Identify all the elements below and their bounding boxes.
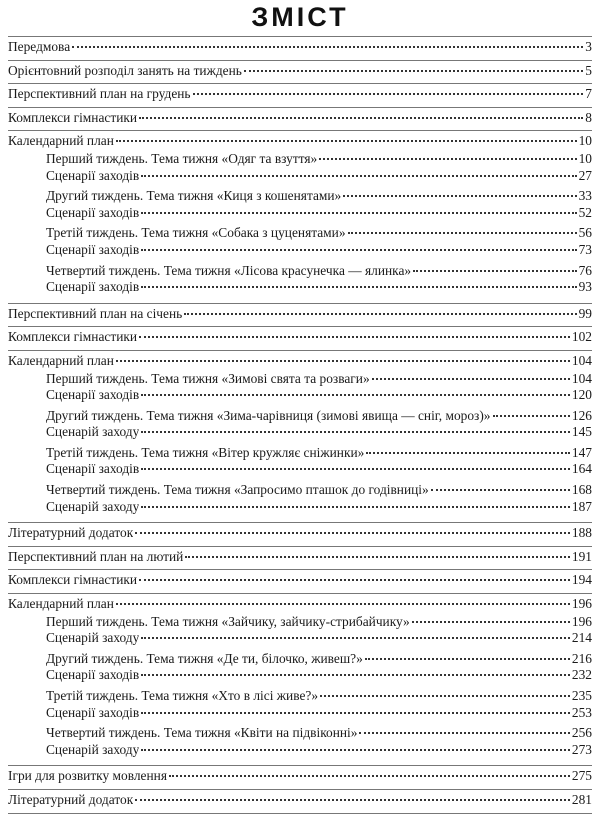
toc-entry[interactable]: [46, 242, 592, 259]
toc-entry-page: 10: [578, 150, 592, 166]
toc-section: [8, 60, 592, 84]
toc-entry-title: Літературний додаток: [8, 525, 134, 541]
toc-section: [8, 569, 592, 593]
toc-entry-title: Сценарії заходів: [46, 667, 140, 683]
toc-entry-page: 126: [571, 407, 592, 423]
dot-leader: [141, 174, 576, 177]
toc-entry-page: 120: [571, 387, 592, 403]
toc-entry[interactable]: [46, 630, 592, 647]
toc-entry-page: 104: [571, 352, 592, 368]
toc-entry-page: 187: [571, 498, 592, 514]
dot-leader: [139, 116, 583, 119]
toc-week-group: [46, 224, 592, 261]
toc-week-group: [46, 187, 592, 224]
toc-section: [8, 546, 592, 570]
toc-week-group: [46, 407, 592, 444]
toc-entry-page: 196: [571, 613, 592, 629]
toc-entry-title: Сценарії заходів: [46, 704, 140, 720]
toc-week-group: [46, 262, 592, 299]
toc-entry-title: Перший тиждень. Тема тижня «Одяг та взуття»: [46, 150, 318, 166]
dot-leader: [141, 467, 570, 470]
toc-entry-title: Третій тиждень. Тема тижня «Хто в лісі живе?»: [46, 688, 319, 703]
toc-entry-page: 52: [578, 204, 592, 220]
toc-section: [8, 522, 592, 546]
toc-entry-title: Перший тиждень. Тема тижня «Зимові свята та розваги»: [46, 370, 370, 386]
toc-entry-page: 232: [571, 667, 592, 683]
dot-leader: [359, 731, 569, 734]
toc-entry-title: Третій тиждень. Тема тижня «Собака з цуценятами»: [46, 225, 346, 241]
toc-entry-page: 253: [571, 704, 592, 720]
dot-leader: [135, 798, 570, 801]
toc-entry-title: Сценарії заходів: [46, 461, 140, 477]
toc-entry-title: Календарний план: [8, 133, 114, 149]
dot-leader: [431, 488, 570, 491]
dot-leader: [343, 194, 576, 197]
toc-entry[interactable]: [46, 263, 592, 280]
toc-entry[interactable]: [46, 279, 592, 296]
toc-week-group: [46, 481, 592, 518]
toc-entry[interactable]: [8, 572, 592, 589]
toc-entry[interactable]: [46, 408, 592, 425]
dot-leader: [169, 774, 570, 777]
dot-leader: [141, 636, 570, 639]
toc-week-group: [46, 650, 592, 687]
toc-entry-title: Другий тиждень. Тема тижня «Киця з кошенятами»: [46, 188, 342, 204]
toc-entry[interactable]: [8, 39, 592, 56]
toc-entry-title: Календарний план: [8, 352, 114, 368]
dot-leader: [116, 602, 570, 605]
toc-section: [8, 789, 592, 814]
toc-section: [8, 326, 592, 350]
dot-leader: [348, 231, 577, 234]
toc-entry[interactable]: [46, 705, 592, 722]
toc-entry-page: 188: [571, 525, 592, 541]
toc-entry-title: Сценарії заходів: [46, 279, 140, 295]
toc-entry-title: Передмова: [8, 39, 71, 54]
toc-entry[interactable]: [46, 725, 592, 742]
dot-leader: [141, 711, 570, 714]
toc-entry-title: Другий тиждень. Тема тижня «Зима-чарівниця (зимові явища — сніг, мороз)»: [46, 407, 491, 423]
dot-leader: [116, 359, 570, 362]
toc-entry-page: 191: [571, 548, 592, 564]
toc-entry[interactable]: [46, 151, 592, 168]
toc-entry-page: 235: [571, 688, 592, 703]
toc-section: [8, 350, 592, 522]
dot-leader: [139, 335, 570, 338]
dot-leader: [141, 430, 570, 433]
dot-leader: [365, 657, 570, 660]
dot-leader: [141, 248, 576, 251]
toc-entry[interactable]: [8, 768, 592, 785]
toc-week-group: [46, 687, 592, 724]
toc-entry-page: 8: [585, 109, 592, 125]
toc-entry[interactable]: [46, 371, 592, 388]
toc-entry-title: Перспективний план на січень: [8, 305, 183, 321]
toc-entry-page: 275: [571, 768, 592, 784]
toc-entry[interactable]: [46, 461, 592, 478]
toc-entry[interactable]: [46, 614, 592, 631]
toc-entry-page: 256: [571, 725, 592, 741]
toc-entry[interactable]: [46, 205, 592, 222]
toc-section: [8, 107, 592, 131]
toc-week-group: [46, 724, 592, 761]
toc-week-group: [46, 370, 592, 407]
toc-entry[interactable]: [8, 63, 592, 80]
toc-entry[interactable]: [8, 306, 592, 323]
dot-leader: [116, 139, 577, 142]
dot-leader: [141, 285, 576, 288]
toc-entry[interactable]: [8, 353, 592, 370]
toc-entry[interactable]: [8, 329, 592, 346]
toc-entry-title: Ігри для розвитку мовлення: [8, 768, 167, 784]
toc-entry-page: 273: [571, 741, 592, 757]
dot-leader: [319, 157, 576, 160]
toc-entry-page: 104: [571, 370, 592, 386]
toc-entry-page: 281: [571, 791, 592, 807]
dot-leader: [412, 620, 570, 623]
dot-leader: [493, 414, 570, 417]
dot-leader: [141, 505, 570, 508]
dot-leader: [184, 312, 576, 315]
toc-section: [8, 765, 592, 789]
toc-week-group: [46, 613, 592, 650]
toc-entry-title: Перший тиждень. Тема тижня «Зайчику, зайчику-стрибайчику»: [46, 613, 410, 629]
toc-entry[interactable]: [8, 86, 592, 103]
toc-entry-title: Сценарії заходів: [46, 167, 140, 183]
toc-entry[interactable]: [8, 133, 592, 150]
toc-entry-page: 76: [578, 262, 592, 278]
toc-entry-title: Четвертий тиждень. Тема тижня «Лісова красунечка — ялинка»: [46, 262, 412, 278]
toc-entry-page: 7: [585, 86, 592, 102]
toc-entry[interactable]: [8, 525, 592, 542]
page-title: ЗМІСТ: [251, 2, 349, 32]
dot-leader: [413, 269, 577, 272]
toc-entry-title: Літературний додаток: [8, 791, 134, 807]
toc-entry-page: 194: [571, 572, 592, 588]
toc-entry-page: 73: [578, 241, 592, 257]
toc-week-group: [46, 150, 592, 187]
toc-entry-page: 27: [578, 167, 592, 183]
toc-entry-title: Орієнтовний розподіл занять на тиждень: [8, 62, 242, 78]
toc-entry-title: Комплекси гімнастики: [8, 572, 138, 588]
toc-entry-page: 216: [571, 650, 592, 666]
toc-entry-title: Сценарії заходів: [46, 387, 140, 403]
toc-entry-title: Сценарій заходу: [46, 630, 140, 646]
toc-entry-title: Четвертий тиждень. Тема тижня «Квіти на підвіконні»: [46, 725, 358, 741]
toc-entry[interactable]: [8, 549, 592, 566]
toc-section: [8, 303, 592, 327]
toc-entry[interactable]: [8, 596, 592, 613]
toc-entry[interactable]: [46, 188, 592, 205]
toc-entry-page: 56: [578, 225, 592, 241]
toc-week-group: [46, 444, 592, 481]
toc-entry[interactable]: [46, 651, 592, 668]
toc-entry-page: 10: [578, 133, 592, 149]
toc-entry-page: 164: [571, 461, 592, 477]
dot-leader: [193, 92, 584, 95]
toc-entry-title: Календарний план: [8, 596, 114, 612]
table-of-contents: [8, 36, 592, 814]
dot-leader: [141, 673, 570, 676]
dot-leader: [72, 45, 583, 48]
dot-leader: [320, 694, 570, 697]
toc-entry-page: 33: [578, 188, 592, 204]
toc-section: [8, 130, 592, 302]
toc-entry-page: 5: [585, 62, 592, 78]
dot-leader: [185, 555, 570, 558]
toc-entry[interactable]: [46, 424, 592, 441]
toc-entry-page: 147: [571, 444, 592, 460]
toc-entry-title: Перспективний план на лютий: [8, 548, 184, 564]
toc-entry-title: Сценарії заходів: [46, 204, 140, 220]
dot-leader: [141, 393, 570, 396]
toc-entry[interactable]: [46, 445, 592, 462]
toc-entry-title: Четвертий тиждень. Тема тижня «Запросимо пташок до годівниці»: [46, 482, 429, 498]
toc-entry[interactable]: [46, 225, 592, 242]
toc-entry-title: Сценарій заходу: [46, 424, 140, 440]
toc-entry-title: Перспективний план на грудень: [8, 86, 191, 102]
toc-entry-title: Третій тиждень. Тема тижня «Вітер кружляє сніжинки»: [46, 444, 365, 460]
dot-leader: [139, 578, 570, 581]
toc-entry-title: Сценарій заходу: [46, 498, 140, 514]
dot-leader: [141, 211, 576, 214]
toc-entry-title: Комплекси гімнастики: [8, 109, 138, 125]
toc-entry-page: 99: [578, 305, 592, 321]
toc-entry[interactable]: [46, 499, 592, 516]
toc-entry-page: 3: [585, 39, 592, 54]
toc-entry[interactable]: [46, 742, 592, 759]
toc-entry[interactable]: [46, 168, 592, 185]
toc-entry-page: 145: [571, 424, 592, 440]
toc-entry-title: Сценарій заходу: [46, 741, 140, 757]
toc-entry-page: 196: [571, 596, 592, 612]
toc-section: [8, 36, 592, 60]
toc-entry[interactable]: [46, 387, 592, 404]
dot-leader: [372, 377, 570, 380]
toc-entry[interactable]: [46, 482, 592, 499]
toc-entry-page: 102: [571, 329, 592, 345]
toc-section: [8, 593, 592, 765]
toc-entry-title: Комплекси гімнастики: [8, 329, 138, 345]
toc-entry-page: 168: [571, 482, 592, 498]
toc-entry-page: 214: [571, 630, 592, 646]
toc-entry-page: 93: [578, 279, 592, 295]
toc-entry[interactable]: [46, 688, 592, 705]
dot-leader: [366, 451, 570, 454]
toc-entry-title: Другий тиждень. Тема тижня «Де ти, білочко, живеш?»: [46, 650, 363, 666]
dot-leader: [141, 748, 570, 751]
dot-leader: [135, 531, 570, 534]
toc-entry-title: Сценарії заходів: [46, 241, 140, 257]
toc-entry[interactable]: [8, 110, 592, 127]
toc-section: [8, 83, 592, 107]
toc-entry[interactable]: [46, 667, 592, 684]
toc-entry[interactable]: [8, 792, 592, 809]
dot-leader: [244, 69, 583, 72]
